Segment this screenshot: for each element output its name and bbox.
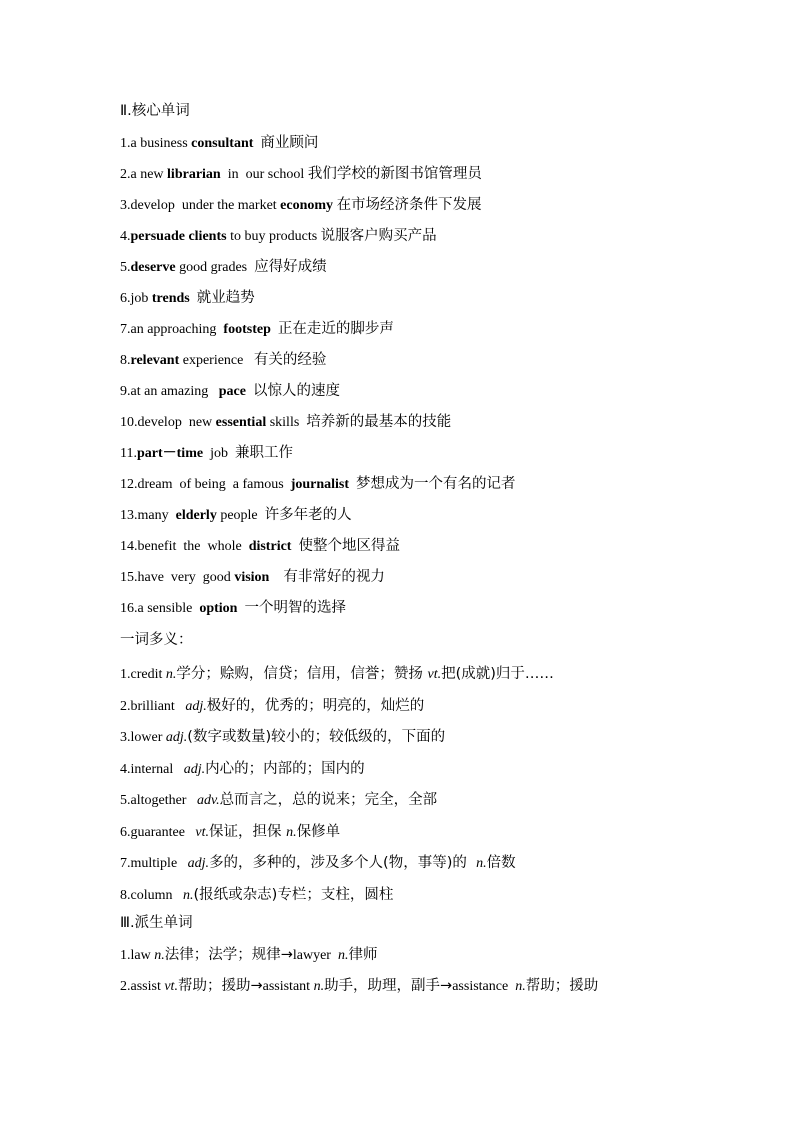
english-text: credit <box>130 667 166 682</box>
item-number: 4. <box>120 229 131 244</box>
item-number: 8. <box>120 353 131 368</box>
part-of-speech: vt. <box>195 824 210 840</box>
english-text: skills <box>266 415 307 430</box>
chinese-meaning: 法律；法学；规律→ <box>164 947 293 963</box>
item-number: 15. <box>120 570 138 585</box>
english-text: lower <box>130 730 166 745</box>
chinese-meaning: 一个明智的选择 <box>244 600 346 616</box>
chinese-meaning: 律师 <box>348 947 378 963</box>
item-number: 6. <box>120 291 131 306</box>
english-text: in our school <box>220 167 308 182</box>
english-text: have very good <box>137 570 235 585</box>
chinese-meaning: 兼职工作 <box>234 445 293 461</box>
english-text: job <box>203 446 235 461</box>
english-text: experience <box>179 353 254 368</box>
list-item <box>120 790 437 810</box>
item-number: 7. <box>120 322 131 337</box>
part-of-speech: n. <box>154 948 165 963</box>
item-number: 2. <box>120 698 131 714</box>
item-number: 3. <box>120 730 131 745</box>
part-of-speech: n. <box>337 948 349 963</box>
polysemy-title: 一词多义： <box>120 632 193 648</box>
english-text: develop new <box>137 415 216 430</box>
list-item <box>120 195 482 215</box>
english-text <box>246 384 253 399</box>
english-text: dream of being a famous <box>137 477 291 492</box>
part-of-speech: n. <box>165 667 177 682</box>
chinese-meaning: 内心的；内部的；国内的 <box>205 760 365 777</box>
chinese-meaning: 以惊人的速度 <box>252 383 340 399</box>
chinese-meaning: 有关的经验 <box>253 352 327 368</box>
item-number: 4. <box>120 761 131 777</box>
list-item <box>120 443 293 463</box>
part-of-speech: n. <box>476 856 487 871</box>
keyword: consultant <box>191 136 254 151</box>
list-item <box>120 598 346 618</box>
keyword: persuade clients <box>130 229 227 244</box>
list-item <box>120 257 327 277</box>
english-text: an approaching <box>130 322 224 337</box>
section-3-title: Ⅲ.派生单词 <box>120 915 193 931</box>
chinese-meaning: 说服客户购买产品 <box>320 228 437 244</box>
english-text: to buy products <box>226 229 321 244</box>
keyword: elderly <box>175 508 217 523</box>
chinese-meaning: 梦想成为一个有名的记者 <box>356 476 516 492</box>
part-of-speech: n. <box>313 979 325 994</box>
keyword: vision <box>234 570 270 585</box>
item-number: 16. <box>120 601 138 616</box>
item-number: 1. <box>120 667 131 682</box>
list-item <box>120 536 400 556</box>
english-text: internal <box>130 761 184 777</box>
part-of-speech: n. <box>286 824 297 840</box>
english-text: develop under the market <box>130 198 281 213</box>
english-text: a sensible <box>137 601 200 616</box>
english-text <box>271 322 278 337</box>
list-item <box>120 381 340 401</box>
chinese-meaning: 多的，多种的，涉及多个人(物，事等)的 <box>209 855 477 871</box>
keyword: trends <box>151 291 190 306</box>
chinese-meaning: 正在走近的脚步声 <box>277 321 394 337</box>
list-item <box>120 412 451 432</box>
english-text <box>269 570 283 585</box>
list-item <box>120 945 377 965</box>
item-number: 10. <box>120 415 138 430</box>
list-item <box>120 664 554 684</box>
item-number: 5. <box>120 260 131 275</box>
chinese-meaning: 帮助；援助 <box>525 978 599 994</box>
item-number: 9. <box>120 384 131 399</box>
part-of-speech: n. <box>183 887 194 903</box>
item-number: 13. <box>120 508 138 523</box>
list-item <box>120 759 365 779</box>
part-of-speech: adv. <box>196 793 220 808</box>
chinese-meaning: 就业趋势 <box>196 290 255 306</box>
chinese-meaning: 学分；赊购，信贷；信用，信誉；赞扬 <box>176 666 428 682</box>
english-text: lawyer <box>292 948 338 963</box>
part-of-speech: vt. <box>164 979 178 994</box>
english-text: column <box>130 887 183 903</box>
list-item <box>120 853 516 873</box>
english-text: assistant <box>262 979 314 994</box>
english-text: assistance <box>452 979 516 994</box>
list-item <box>120 505 352 525</box>
english-text: job <box>130 291 152 306</box>
chinese-meaning: 培养新的最基本的技能 <box>306 414 452 430</box>
keyword: pace <box>218 384 246 399</box>
item-number: 12. <box>120 477 138 492</box>
list-item <box>120 226 437 246</box>
list-item <box>120 727 445 747</box>
english-text: benefit the whole <box>137 539 249 554</box>
item-number: 7. <box>120 856 131 871</box>
chinese-meaning: 在市场经济条件下发展 <box>336 197 482 213</box>
chinese-meaning: 保修单 <box>296 823 341 840</box>
keyword: economy <box>280 198 334 213</box>
part-of-speech: adj. <box>183 761 206 777</box>
english-text: law <box>130 948 155 963</box>
list-item <box>120 288 255 308</box>
item-number: 14. <box>120 539 138 554</box>
part-of-speech: adj. <box>187 856 210 871</box>
chinese-meaning: 总而言之，总的说来；完全，全部 <box>219 792 438 808</box>
chinese-meaning: 许多年老的人 <box>264 507 352 523</box>
english-text: multiple <box>130 856 188 871</box>
keyword: option <box>199 601 238 616</box>
keyword: journalist <box>290 477 350 492</box>
chinese-meaning: 有非常好的视力 <box>283 569 385 585</box>
list-item <box>120 350 326 370</box>
keyword: deserve <box>130 260 176 275</box>
list-item <box>120 976 598 996</box>
item-number: 1. <box>120 948 131 963</box>
list-item <box>120 164 482 184</box>
list-item <box>120 696 424 716</box>
chinese-meaning: 我们学校的新图书馆管理员 <box>307 166 482 182</box>
item-number: 5. <box>120 793 131 808</box>
chinese-meaning: 使整个地区得益 <box>298 538 400 554</box>
chinese-meaning: (报纸或杂志)专栏；支柱，圆柱 <box>193 886 394 903</box>
english-text: good grades <box>175 260 255 275</box>
keyword: librarian <box>167 167 221 182</box>
keyword: essential <box>215 415 267 430</box>
item-number: 8. <box>120 887 131 903</box>
chinese-meaning: 助手，助理，副手→ <box>324 978 453 994</box>
keyword: district <box>248 539 292 554</box>
list-item <box>120 885 393 905</box>
english-text <box>190 291 197 306</box>
item-number: 2. <box>120 167 131 182</box>
list-item <box>120 319 394 339</box>
english-text: a business <box>130 136 192 151</box>
english-text <box>349 477 356 492</box>
chinese-meaning: 帮助；援助→ <box>177 978 263 994</box>
item-number: 1. <box>120 136 131 151</box>
item-number: 2. <box>120 979 131 994</box>
part-of-speech: vt. <box>427 667 442 682</box>
list-item <box>120 567 385 587</box>
english-text: many <box>137 508 176 523</box>
item-number: 11. <box>120 446 137 461</box>
chinese-meaning: 商业顾问 <box>260 135 319 151</box>
english-text: people <box>216 508 265 523</box>
item-number: 6. <box>120 824 131 840</box>
chinese-meaning: 倍数 <box>486 855 516 871</box>
list-item <box>120 822 340 842</box>
keyword: part－time <box>136 446 204 461</box>
part-of-speech: adj. <box>165 730 188 745</box>
keyword: footstep <box>223 322 271 337</box>
english-text: altogether <box>130 793 197 808</box>
list-item <box>120 474 516 494</box>
english-text: at an amazing <box>130 384 219 399</box>
english-text: a new <box>130 167 168 182</box>
chinese-meaning: 把(成就)归于…… <box>441 666 554 682</box>
chinese-meaning: 保证，担保 <box>209 823 287 840</box>
chinese-meaning: 极好的，优秀的；明亮的，灿烂的 <box>206 697 425 714</box>
list-item <box>120 133 318 153</box>
english-text: assist <box>130 979 165 994</box>
section-2-title: Ⅱ.核心单词 <box>120 103 190 119</box>
english-text: brilliant <box>130 698 186 714</box>
english-text: guarantee <box>130 824 196 840</box>
chinese-meaning: 应得好成绩 <box>254 259 327 275</box>
keyword: relevant <box>130 353 180 368</box>
part-of-speech: adj. <box>185 698 207 714</box>
part-of-speech: n. <box>515 979 526 994</box>
item-number: 3. <box>120 198 131 213</box>
chinese-meaning: (数字或数量)较小的；较低级的，下面的 <box>187 729 446 745</box>
